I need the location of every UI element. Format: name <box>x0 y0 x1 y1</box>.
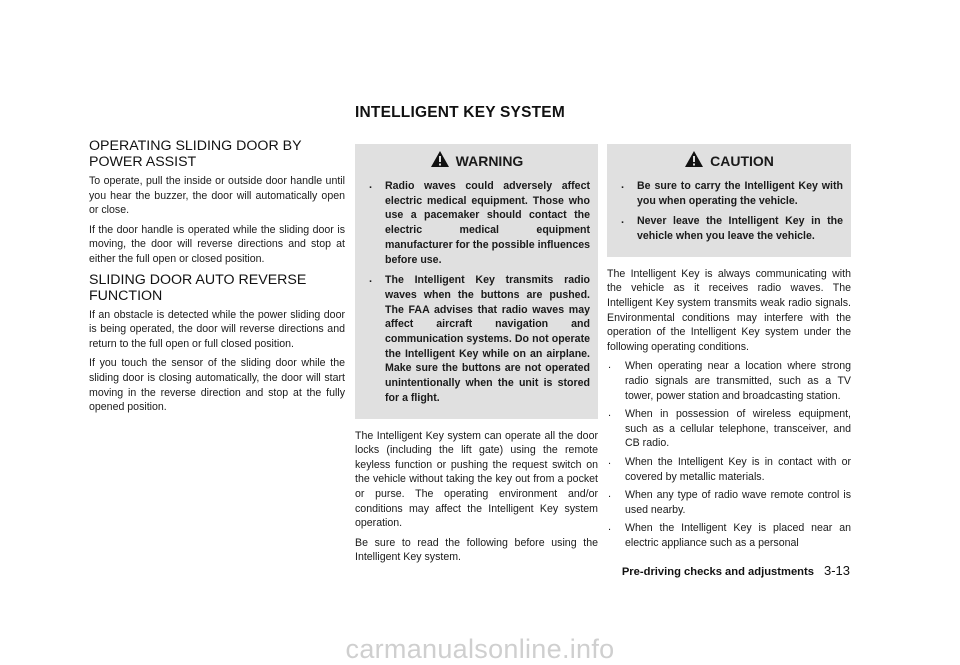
column-2 <box>355 144 598 570</box>
column-3 <box>607 144 851 555</box>
bullet: . <box>608 407 612 420</box>
section-title: INTELLIGENT KEY SYSTEM <box>355 104 565 121</box>
bullet: . <box>608 454 612 467</box>
list-item <box>607 407 851 451</box>
paragraph: If an obstacle is detected while the power sliding door is being operated, the door will reverse directions and return to the full open or full closed position. <box>89 308 345 350</box>
bullet: . <box>369 273 373 286</box>
warning-item-text: The Intelligent Key transmits radio waves when the buttons are pushed. The FAA advises that radio waves may affect aircraft navigation and communication systems. Do not operate the Intelligent Key while on an airplane. Make sure the buttons are not operated unintentionally when the unit is stored for a flight. <box>385 274 590 404</box>
page-number: 3-13 <box>823 563 850 578</box>
heading-auto-reverse-function: SLIDING DOOR AUTO REVERSE FUNCTION <box>89 271 307 304</box>
bullet: . <box>369 179 373 191</box>
list-item-text: When any type of radio wave remote control is used nearby. <box>625 489 851 516</box>
list-item <box>607 455 851 484</box>
paragraph: Be sure to read the following before using the Intelligent Key system. <box>355 536 598 564</box>
caution-item-text: Be sure to carry the Intelligent Key with you when operating the vehicle. <box>637 180 843 207</box>
caution-item <box>615 214 843 243</box>
bullet: . <box>621 214 625 227</box>
caution-header <box>615 150 843 171</box>
bullet: . <box>608 359 612 372</box>
list-item-text: When the Intelligent Key is in contact with or covered by metallic materials. <box>625 455 851 483</box>
paragraph: If you touch the sensor of the sliding door while the sliding door is closing automatically, the door will start moving in the reverse direction and stop at the fully opened position. <box>89 357 345 414</box>
page-footer <box>622 563 850 578</box>
list-item-text: When the Intelligent Key is placed near an electric appliance such as a personal <box>625 522 851 549</box>
warning-item <box>363 273 590 405</box>
list-item <box>607 488 851 517</box>
paragraph: If the door handle is operated while the sliding door is moving, the door will reverse directions and stop at either the full open or closed position. <box>89 223 345 265</box>
heading-sliding-door-power-assist: OPERATING SLIDING DOOR BY POWER ASSIST <box>89 138 302 170</box>
caution-box <box>607 144 851 257</box>
warning-item-text: Radio waves could adversely affect electric medical equipment. Those who use a pacemaker should contact the electric medical equipment manufacturer for the possible influences before use. <box>385 180 590 266</box>
bullet: . <box>608 488 612 501</box>
list-item <box>607 359 851 403</box>
caution-item-text: Never leave the Intelligent Key in the vehicle when you leave the vehicle. <box>637 215 843 243</box>
paragraph: The Intelligent Key system can operate all the door locks (including the lift gate) using the remote keyless function or pushing the request switch on the vehicle without taking the key out from a pocket or purse. The operating environment and/or conditions may affect the Intelligent Key system operation. <box>355 429 598 530</box>
bullet: . <box>621 179 625 191</box>
list-item <box>607 521 851 550</box>
caution-triangle-icon <box>684 150 704 171</box>
paragraph: To operate, pull the inside or outside door handle until you hear the buzzer, the door will automatically open or close. <box>89 175 345 217</box>
warning-box <box>355 144 598 419</box>
bullet: . <box>608 521 612 534</box>
warning-title: WARNING <box>455 152 524 169</box>
list-item-text: When operating near a location where strong radio signals are transmitted, such as a TV tower, power station and broadcasting station. <box>625 360 851 402</box>
caution-item <box>615 179 843 208</box>
warning-header <box>363 150 590 171</box>
footer-label: Pre-driving checks and adjustments <box>621 566 814 578</box>
list-item-text: When in possession of wireless equipment, such as a cellular telephone, transceiver, and CB radio. <box>625 408 851 450</box>
warning-triangle-icon <box>430 150 450 171</box>
caution-title: CAUTION <box>710 152 774 169</box>
column-1 <box>89 138 345 420</box>
warning-item <box>363 179 590 267</box>
watermark: carmanualsonline.info <box>345 634 615 664</box>
paragraph: The Intelligent Key is always communicating with the vehicle as it receives radio waves. The Intelligent Key system transmits weak radio signals. Environmental conditions may interfere with the operation of the Intelligent Key system under the following operating conditions. <box>607 267 851 353</box>
